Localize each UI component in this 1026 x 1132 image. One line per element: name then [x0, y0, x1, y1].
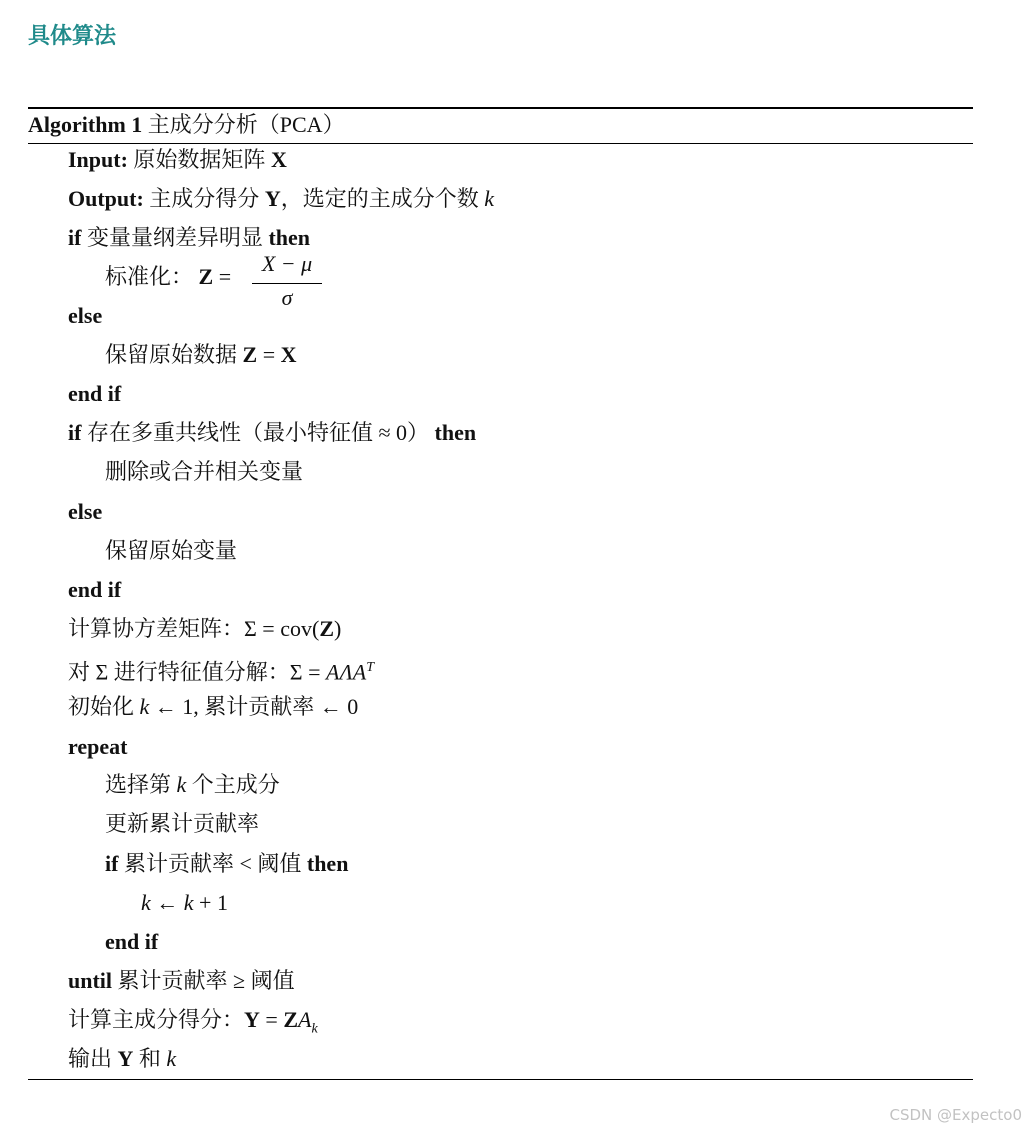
- line-content: [68, 419, 476, 447]
- math-symbol: Y: [117, 1046, 134, 1071]
- keyword-until: until: [68, 968, 113, 993]
- math-superscript: T: [366, 660, 374, 675]
- line-text: ，选定的主成分个数: [280, 186, 479, 211]
- line-content: [68, 224, 310, 252]
- line-content: [68, 185, 494, 213]
- algorithm-header: [28, 111, 345, 139]
- line-text: 累计贡献率 < 阈值: [123, 851, 302, 876]
- keyword-if: if: [68, 420, 82, 445]
- line-text: 更新累计贡献率: [105, 811, 260, 836]
- keyword-end-if: end if: [68, 577, 122, 602]
- line-text: ): [334, 616, 342, 641]
- math-operator: + 1: [193, 890, 228, 915]
- line-text: 输出: [68, 1046, 118, 1071]
- line-text: 对 Σ 进行特征值分解：Σ =: [68, 659, 327, 685]
- math-operator: =: [259, 1007, 284, 1032]
- math-symbol: k: [139, 694, 150, 719]
- line-content: [105, 263, 231, 291]
- section-title: 具体算法: [28, 24, 117, 49]
- line-text: 计算主成分得分：: [68, 1007, 245, 1032]
- algorithm-title: 主成分分析（PCA）: [147, 112, 345, 137]
- math-operator: =: [218, 264, 232, 289]
- math-symbol: X: [280, 342, 297, 367]
- line-text: 选择第: [105, 772, 177, 797]
- line-content: [105, 771, 280, 799]
- line-text: 标准化：: [105, 264, 194, 289]
- line-content: [68, 302, 102, 330]
- line-text: 和: [133, 1046, 167, 1071]
- line-text: 主成分得分: [149, 186, 260, 211]
- keyword-repeat: repeat: [68, 734, 128, 759]
- line-content: [68, 498, 102, 526]
- line-text: 删除或合并相关变量: [105, 459, 304, 484]
- fraction-numerator: X − μ: [261, 251, 313, 276]
- keyword-if: if: [68, 225, 82, 250]
- line-text: 变量量纲差异明显: [86, 225, 263, 250]
- math-symbol: Z: [198, 264, 214, 289]
- line-text: 保留原始数据: [105, 342, 238, 367]
- line-content: [68, 733, 127, 761]
- fraction: [252, 251, 322, 310]
- algorithm-label: Algorithm 1: [28, 112, 143, 137]
- line-content: [105, 928, 158, 956]
- line-text: 计算协方差矩阵：Σ = cov(: [68, 616, 320, 641]
- line-content: [68, 615, 341, 643]
- keyword-if: if: [105, 851, 119, 876]
- algorithm-top-rule: [28, 107, 973, 109]
- line-text: 初始化: [68, 694, 140, 719]
- math-symbol: k: [183, 890, 194, 915]
- line-content: [68, 576, 121, 604]
- math-symbol: k: [166, 1046, 177, 1071]
- math-subscript: k: [311, 1021, 318, 1037]
- math-operator: =: [262, 342, 276, 367]
- math-symbol: k: [484, 186, 494, 211]
- keyword-else: else: [68, 303, 103, 328]
- keyword-output: Output:: [68, 186, 144, 211]
- line-content: [105, 850, 348, 878]
- math-symbol: X: [270, 147, 287, 172]
- line-text: 保留原始变量: [105, 538, 238, 563]
- math-symbol: Z: [283, 1007, 299, 1032]
- math-symbol: A: [298, 1007, 312, 1032]
- keyword-end-if: end if: [68, 381, 122, 406]
- line-content: [68, 146, 287, 174]
- math-symbol: AΛA: [326, 659, 367, 685]
- line-content: [141, 889, 228, 917]
- line-content: [68, 1045, 176, 1073]
- line-content: [68, 654, 374, 686]
- algorithm-header-rule: [28, 143, 973, 144]
- keyword-then: then: [268, 225, 311, 250]
- math-operator: ←: [150, 890, 184, 915]
- line-text: ← 1, 累计贡献率 ← 0: [149, 694, 359, 719]
- math-symbol: Z: [319, 616, 334, 641]
- watermark: CSDN @Expecto0: [889, 1106, 1022, 1124]
- keyword-then: then: [434, 420, 477, 445]
- line-text: 个主成分: [186, 772, 280, 797]
- line-text: 累计贡献率 ≥ 阈值: [117, 968, 295, 993]
- fraction-bar: [252, 283, 322, 284]
- keyword-input: Input:: [68, 147, 128, 172]
- math-symbol: k: [176, 772, 187, 797]
- line-content: [68, 967, 295, 995]
- keyword-end-if: end if: [105, 929, 159, 954]
- line-content: [105, 537, 237, 565]
- math-symbol: Y: [244, 1007, 260, 1032]
- line-content: [105, 810, 259, 838]
- math-symbol: Y: [264, 186, 281, 211]
- math-symbol: k: [141, 890, 151, 915]
- fraction-denominator: σ: [281, 285, 293, 310]
- algorithm-bottom-rule: [28, 1079, 973, 1080]
- line-content: [68, 693, 358, 721]
- line-text: 原始数据矩阵: [133, 147, 266, 172]
- line-content: [105, 341, 297, 369]
- keyword-else: else: [68, 499, 103, 524]
- line-content: [68, 1006, 318, 1043]
- line-content: [105, 458, 303, 486]
- keyword-then: then: [306, 851, 349, 876]
- math-symbol: Z: [242, 342, 258, 367]
- line-text: 存在多重共线性（最小特征值 ≈ 0）: [86, 420, 430, 445]
- line-content: [68, 380, 121, 408]
